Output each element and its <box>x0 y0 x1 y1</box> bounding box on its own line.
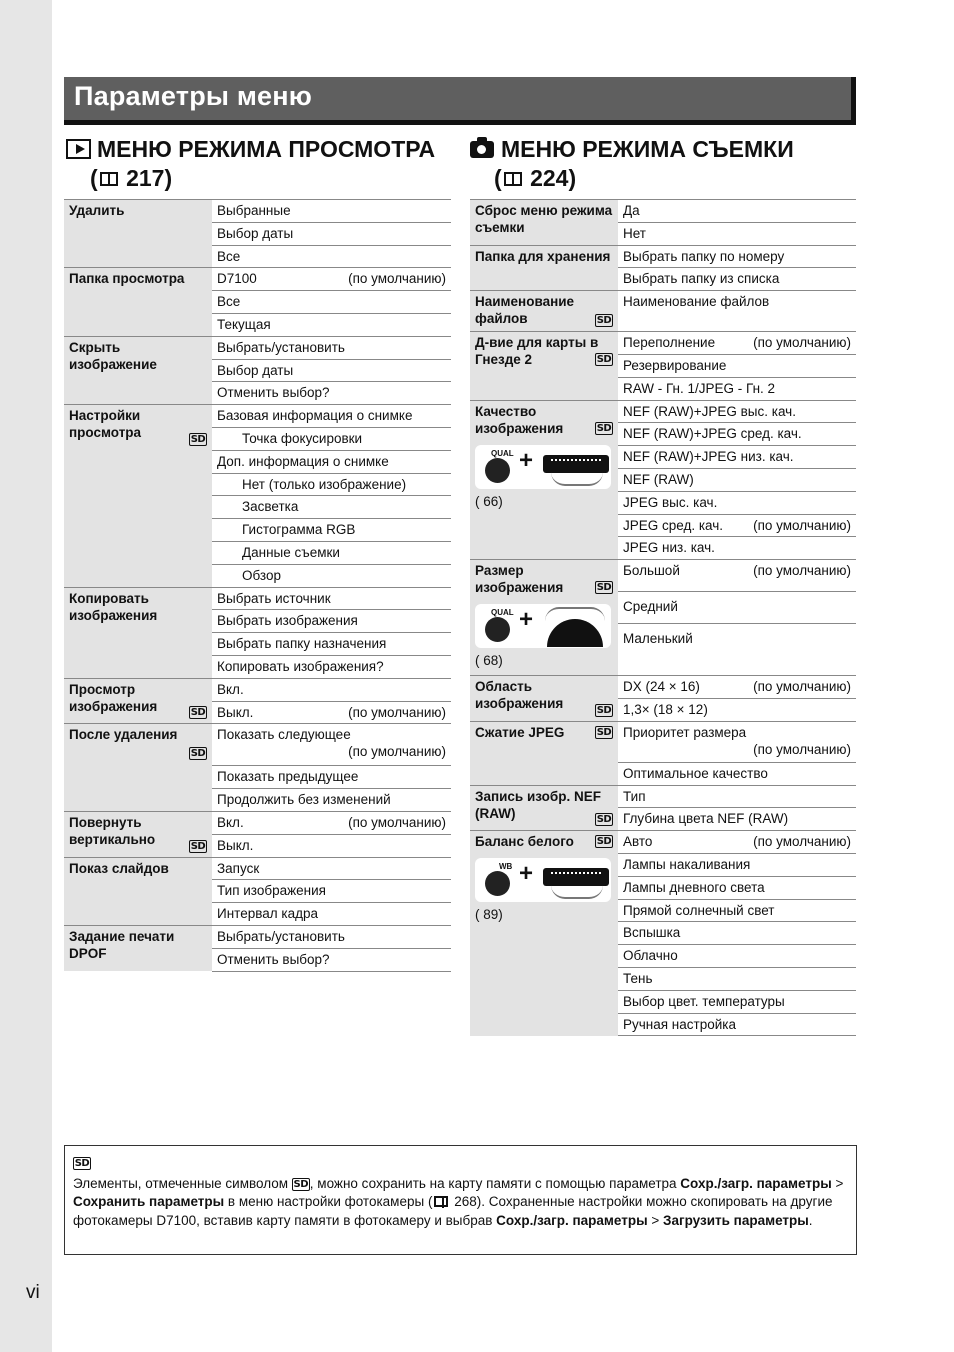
menu-option: Маленький <box>618 624 856 676</box>
menu-item-reset-shooting: Сброс меню режима съемки <box>470 200 618 246</box>
menu-option: Точка фокусировки <box>212 427 451 450</box>
camera-icon <box>470 141 494 158</box>
qual-button-subdial-diagram: QUAL + <box>475 604 611 648</box>
page-title: Параметры меню <box>74 81 312 111</box>
menu-option: Выбрать папку из списка <box>618 268 856 291</box>
sd-card-icon: SD <box>190 840 206 852</box>
menu-option: Нет <box>618 222 856 245</box>
sd-card-icon: SD <box>596 315 612 327</box>
page-reference: ( 89) <box>475 907 503 923</box>
menu-option: Авто (по умолчанию) <box>618 831 856 854</box>
menu-item-dpof: Задание печати DPOF <box>64 925 212 971</box>
table-row <box>470 332 856 355</box>
menu-option: 1,3× (18 × 12) <box>618 698 856 721</box>
menu-option: JPEG выс. кач. <box>618 491 856 514</box>
sd-card-icon: SD <box>596 726 612 738</box>
menu-option: Выбрать/установить <box>212 925 451 948</box>
default-marker: (по умолчанию) <box>348 271 446 287</box>
menu-option: Выбрать/установить <box>212 336 451 359</box>
menu-option: Базовая информация о снимке <box>212 405 451 428</box>
note-text: Элементы, отмеченные символом SD , можно сохранить на карту памяти с помощью параметра Сохр./загр. параметры > Сохранить параметры в меню настройки фотокамеры ( 268). Сохраненные настройки можно скопировать на другие фотокамеры D7100, вставив карту памяти в фотокамеру и выбрав Сохр./загр. параметры > Загрузить параметры. <box>73 1175 844 1228</box>
menu-option: Выбор даты <box>212 359 451 382</box>
table-row <box>64 811 451 834</box>
default-marker: (по умолчанию) <box>348 814 446 830</box>
wb-button-icon <box>485 871 510 896</box>
sd-note-box <box>64 1145 857 1255</box>
menu-item-jpeg-compression: Сжатие JPEG SD <box>470 721 618 785</box>
sd-card-icon: SD <box>596 814 612 826</box>
table-row <box>470 831 856 854</box>
menu-option: Копировать изображения? <box>212 655 451 678</box>
menu-option: Отменить выбор? <box>212 948 451 971</box>
menu-item-delete: Удалить <box>64 200 212 268</box>
menu-option: Тип <box>618 785 856 808</box>
menu-option: Выбрать изображения <box>212 610 451 633</box>
sd-card-icon: SD <box>293 1178 309 1190</box>
menu-option: Выбор даты <box>212 222 451 245</box>
book-ref-icon <box>434 1196 448 1207</box>
menu-option: Засветка <box>212 496 451 519</box>
menu-option: Вспышка <box>618 922 856 945</box>
menu-option: Глубина цвета NEF (RAW) <box>618 808 856 831</box>
menu-item-storage-folder: Папка для хранения <box>470 245 618 291</box>
menu-option: Большой (по умолчанию) <box>618 560 856 592</box>
menu-option: Тень <box>618 967 856 990</box>
menu-option: Вкл. <box>212 678 451 701</box>
table-row <box>64 678 451 701</box>
menu-option: Отменить выбор? <box>212 382 451 405</box>
menu-option: Ручная настройка <box>618 1013 856 1036</box>
table-row <box>470 721 856 762</box>
plus-icon: + <box>519 606 534 634</box>
menu-option: Данные съемки <box>212 541 451 564</box>
rotate-arrow-icon <box>551 885 603 899</box>
table-row <box>470 785 856 808</box>
menu-option: D7100 (по умолчанию) <box>212 268 451 291</box>
menu-option: Оптимальное качество <box>618 762 856 785</box>
menu-option: Все <box>212 291 451 314</box>
sd-card-icon: SD <box>190 434 206 446</box>
menu-option: Тип изображения <box>212 880 451 903</box>
menu-option: Лампы накаливания <box>618 853 856 876</box>
menu-option: Выбрать папку по номеру <box>618 245 856 268</box>
sd-card-icon: SD <box>74 1158 90 1169</box>
playback-menu-heading: МЕНЮ РЕЖИМА ПРОСМОТРА ( 217) <box>66 135 435 193</box>
menu-item-image-review: Просмотр изображения SD <box>64 678 212 724</box>
menu-option: JPEG сред. кач. (по умолчанию) <box>618 514 856 537</box>
menu-option: Интервал кадра <box>212 903 451 926</box>
menu-option: Продолжить без изменений <box>212 789 451 812</box>
menu-item-white-balance: Баланс белого SD WB + ( 89) <box>470 831 618 1036</box>
qual-button-dial-diagram: QUAL + <box>475 445 611 489</box>
main-command-dial-icon <box>543 868 609 886</box>
menu-option: NEF (RAW)+JPEG низ. кач. <box>618 446 856 469</box>
menu-option: Да <box>618 200 856 223</box>
table-row <box>64 724 451 766</box>
menu-option: Выкл. <box>212 834 451 857</box>
menu-option: NEF (RAW)+JPEG выс. кач. <box>618 400 856 423</box>
sd-card-icon: SD <box>190 707 206 719</box>
qual-button-icon <box>485 617 510 642</box>
side-margin-strip <box>0 0 52 1352</box>
default-marker: (по умолчанию) <box>753 834 851 850</box>
menu-option: Выкл. (по умолчанию) <box>212 701 451 724</box>
table-row <box>64 405 451 428</box>
menu-item-image-quality: Качество изображения SD QUAL + ( 66) <box>470 400 618 560</box>
menu-option: Все <box>212 245 451 268</box>
menu-option: Резервирование <box>618 354 856 377</box>
shooting-menu-heading: МЕНЮ РЕЖИМА СЪЕМКИ ( 224) <box>470 135 794 193</box>
table-row <box>64 200 451 223</box>
menu-option: Гистограмма RGB <box>212 519 451 542</box>
sd-card-icon: SD <box>596 704 612 716</box>
menu-option: Выбранные <box>212 200 451 223</box>
menu-option: Запуск <box>212 857 451 880</box>
plus-icon: + <box>519 446 534 474</box>
menu-option: NEF (RAW)+JPEG сред. кач. <box>618 423 856 446</box>
menu-option: Переполнение (по умолчанию) <box>618 332 856 355</box>
book-ref-icon <box>504 172 522 186</box>
default-marker: (по умолчанию) <box>753 741 851 757</box>
menu-item-slot2-role: Д-вие для карты в Гнезде 2 SD <box>470 332 618 400</box>
menu-option: Доп. информация о снимке <box>212 450 451 473</box>
table-row <box>64 587 451 610</box>
table-row <box>64 925 451 948</box>
menu-item-rotate-tall: Повернуть вертикально SD <box>64 811 212 857</box>
sd-card-icon: SD <box>596 582 612 594</box>
menu-option: Приоритет размера (по умолчанию) <box>618 721 856 762</box>
wb-button-dial-diagram: WB + <box>475 858 611 902</box>
menu-item-image-area: Область изображения SD <box>470 676 618 722</box>
menu-option: Показать предыдущее <box>212 766 451 789</box>
default-marker: (по умолчанию) <box>753 517 851 533</box>
menu-option: Нет (только изображение) <box>212 473 451 496</box>
default-marker: (по умолчанию) <box>753 335 851 351</box>
menu-option: NEF (RAW) <box>618 468 856 491</box>
table-row <box>470 291 856 332</box>
page-reference: ( 68) <box>475 653 503 669</box>
default-marker: (по умолчанию) <box>753 563 851 579</box>
table-row <box>64 268 451 291</box>
menu-option: Наименование файлов <box>618 291 856 332</box>
sub-command-dial-icon <box>547 619 603 647</box>
playback-icon <box>66 139 91 159</box>
table-row <box>64 857 451 880</box>
menu-item-image-size: Размер изображения SD QUAL + ( 68) <box>470 560 618 676</box>
sd-card-icon: SD <box>190 748 206 760</box>
table-row <box>470 676 856 699</box>
menu-item-playback-folder: Папка просмотра <box>64 268 212 336</box>
menu-option: Средний <box>618 592 856 624</box>
table-row <box>64 336 451 359</box>
menu-option: JPEG низ. кач. <box>618 537 856 560</box>
table-row <box>470 400 856 423</box>
menu-item-playback-display: Настройки просмотра SD <box>64 405 212 587</box>
section-title-bar <box>64 77 856 125</box>
menu-item-copy-images: Копировать изображения <box>64 587 212 678</box>
menu-option: Выбрать папку назначения <box>212 633 451 656</box>
main-command-dial-icon <box>543 455 609 473</box>
page-number: vi <box>26 1282 40 1303</box>
menu-option: Лампы дневного света <box>618 876 856 899</box>
sd-card-icon: SD <box>596 836 612 848</box>
sd-card-icon: SD <box>596 354 612 366</box>
menu-option: Выбрать источник <box>212 587 451 610</box>
menu-option: Текущая <box>212 313 451 336</box>
menu-item-hide-image: Скрыть изображение <box>64 336 212 404</box>
menu-option: Обзор <box>212 564 451 587</box>
menu-option: Показать следующее (по умолчанию) <box>212 724 451 766</box>
menu-option: Выбор цвет. температуры <box>618 990 856 1013</box>
table-row <box>470 200 856 223</box>
default-marker: (по умолчанию) <box>348 704 446 720</box>
menu-option: Облачно <box>618 945 856 968</box>
menu-option: Вкл. (по умолчанию) <box>212 811 451 834</box>
table-row <box>470 245 856 268</box>
sd-card-icon: SD <box>596 422 612 434</box>
menu-item-after-delete: После удаления SD <box>64 724 212 812</box>
page-reference: ( 66) <box>475 493 503 509</box>
menu-option: Прямой солнечный свет <box>618 899 856 922</box>
menu-option: RAW - Гн. 1/JPEG - Гн. 2 <box>618 377 856 400</box>
default-marker: (по умолчанию) <box>348 744 446 760</box>
qual-button-icon <box>485 458 510 483</box>
shooting-menu-table <box>470 199 856 1036</box>
default-marker: (по умолчанию) <box>753 679 851 695</box>
menu-item-nef-recording: Запись изобр. NEF (RAW) SD <box>470 785 618 831</box>
rotate-arrow-icon <box>551 472 603 486</box>
book-ref-icon <box>100 172 118 186</box>
menu-item-file-naming: Наименование файлов SD <box>470 291 618 332</box>
menu-item-slide-show: Показ слайдов <box>64 857 212 925</box>
menu-option: DX (24 × 16) (по умолчанию) <box>618 676 856 699</box>
table-row <box>470 560 856 592</box>
plus-icon: + <box>519 860 534 888</box>
playback-menu-table <box>64 199 451 972</box>
